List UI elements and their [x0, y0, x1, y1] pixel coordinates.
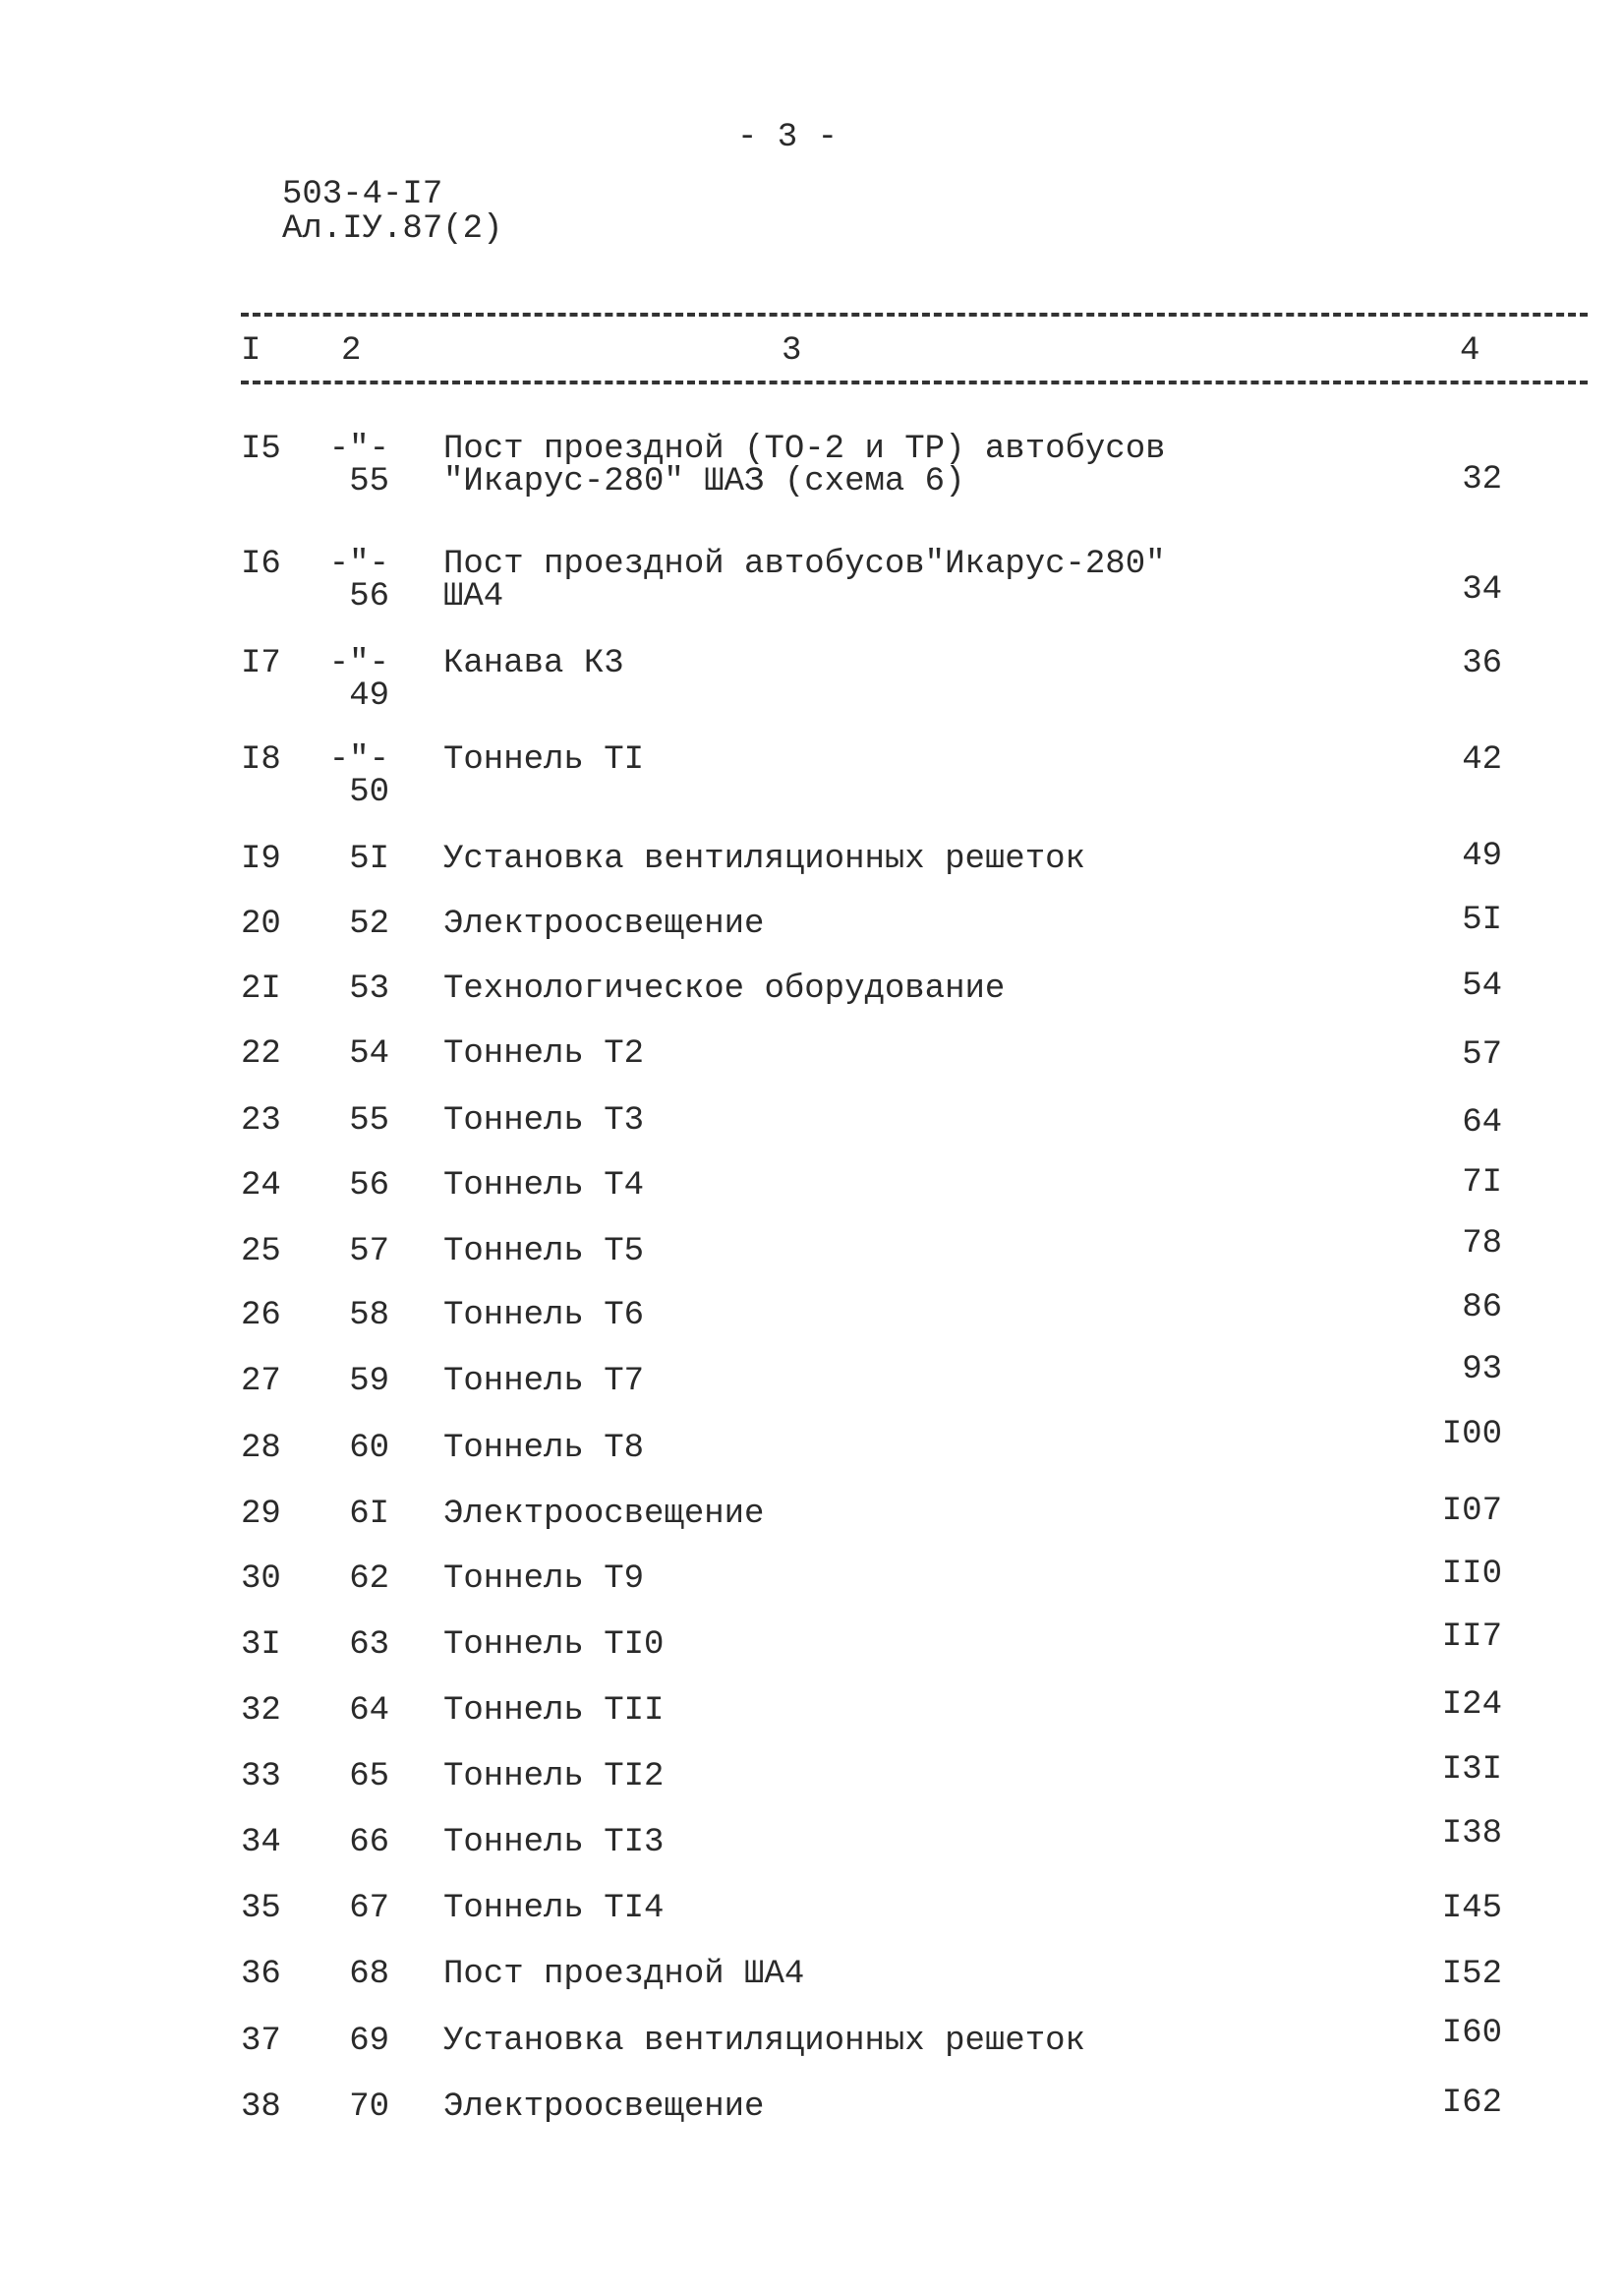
row-number: 37 [241, 2023, 281, 2060]
column-header-1: I [241, 332, 261, 370]
sheet-number: 67 [349, 1890, 389, 1927]
row-number: 3I [241, 1626, 281, 1664]
row-title: Канава К3 [443, 645, 624, 682]
sheet-number: 49 [349, 677, 389, 715]
page-reference: 86 [1462, 1289, 1502, 1326]
sheet-number: 59 [349, 1363, 389, 1400]
row-title: Тоннель ТII [443, 1692, 665, 1730]
sheet-number: 60 [349, 1430, 389, 1467]
row-title: Установка вентиляционных решеток [443, 2023, 1085, 2060]
page-reference: 5I [1462, 902, 1502, 939]
row-title: Пост проездной (ТО-2 и ТР) автобусов [443, 431, 1166, 468]
page-reference: I38 [1441, 1815, 1502, 1852]
row-title: Тоннель Т8 [443, 1430, 645, 1467]
sheet-number: 63 [349, 1626, 389, 1664]
table-header-divider [241, 381, 1588, 384]
page-reference: I62 [1441, 2085, 1502, 2122]
sheet-number: 56 [349, 578, 389, 616]
page-reference: I3I [1441, 1751, 1502, 1789]
row-title: ШA4 [443, 578, 504, 616]
row-title: Тоннель Т7 [443, 1363, 645, 1400]
column-header-2: 2 [341, 332, 362, 370]
row-number: 28 [241, 1430, 281, 1467]
row-title: Электроосвещение [443, 2088, 765, 2126]
sheet-number: 64 [349, 1692, 389, 1730]
row-title: Тоннель Т4 [443, 1167, 645, 1205]
sheet-number: -"- [328, 741, 389, 779]
page-reference: 32 [1462, 461, 1502, 499]
sheet-number: 50 [349, 774, 389, 811]
row-number: I5 [241, 431, 281, 468]
page-reference: II0 [1441, 1556, 1502, 1593]
sheet-number: 57 [349, 1233, 389, 1270]
page-reference: I24 [1441, 1686, 1502, 1724]
sheet-number: 52 [349, 906, 389, 943]
column-header-3: 3 [782, 332, 802, 370]
sheet-number: 56 [349, 1167, 389, 1205]
row-number: 23 [241, 1102, 281, 1140]
column-header-4: 4 [1460, 332, 1480, 370]
sheet-number: -"- [328, 645, 389, 682]
row-number: 2I [241, 970, 281, 1008]
table-top-divider [241, 313, 1588, 317]
row-number: I8 [241, 741, 281, 779]
page-reference: I52 [1441, 1956, 1502, 1993]
row-number: 33 [241, 1758, 281, 1795]
page-reference: 93 [1462, 1351, 1502, 1388]
row-number: 26 [241, 1297, 281, 1334]
row-number: 20 [241, 906, 281, 943]
row-title: Тоннель ТI [443, 741, 645, 779]
sheet-number: 68 [349, 1956, 389, 1993]
row-title: Тоннель Т5 [443, 1233, 645, 1270]
sheet-number: 58 [349, 1297, 389, 1334]
sheet-number: 6I [349, 1496, 389, 1533]
row-number: 38 [241, 2088, 281, 2126]
row-title: Тоннель ТI3 [443, 1824, 665, 1861]
page-reference: 54 [1462, 968, 1502, 1005]
page-reference: I00 [1441, 1416, 1502, 1453]
row-title: Тоннель Т9 [443, 1560, 645, 1598]
row-number: 35 [241, 1890, 281, 1927]
row-number: 25 [241, 1233, 281, 1270]
row-title: Пост проездной ШA4 [443, 1956, 805, 1993]
page-reference: 7I [1462, 1164, 1502, 1202]
page-reference: 64 [1462, 1104, 1502, 1142]
row-number: 32 [241, 1692, 281, 1730]
page-reference: I60 [1441, 2015, 1502, 2052]
row-number: 36 [241, 1956, 281, 1993]
page-number: - 3 - [737, 119, 839, 156]
sheet-number: 70 [349, 2088, 389, 2126]
page-reference: 36 [1462, 645, 1502, 682]
page-reference: I45 [1441, 1890, 1502, 1927]
row-number: 27 [241, 1363, 281, 1400]
row-title: Тоннель ТI4 [443, 1890, 665, 1927]
sheet-number: 54 [349, 1035, 389, 1073]
sheet-number: 66 [349, 1824, 389, 1861]
row-title: Электроосвещение [443, 1496, 765, 1533]
row-title: Технологическое оборудование [443, 970, 1006, 1008]
row-title: Пост проездной автобусов"Икарус-280" [443, 546, 1166, 583]
row-title: Тоннель ТI2 [443, 1758, 665, 1795]
row-title: Электроосвещение [443, 906, 765, 943]
page-reference: 34 [1462, 571, 1502, 609]
row-number: I7 [241, 645, 281, 682]
page-reference: I07 [1441, 1493, 1502, 1530]
sheet-number: 69 [349, 2023, 389, 2060]
page-reference: 57 [1462, 1036, 1502, 1074]
row-title: Тоннель Т6 [443, 1297, 645, 1334]
sheet-number: 5I [349, 841, 389, 878]
row-number: I9 [241, 841, 281, 878]
sheet-number: 55 [349, 463, 389, 500]
row-number: 34 [241, 1824, 281, 1861]
row-number: 30 [241, 1560, 281, 1598]
row-number: 22 [241, 1035, 281, 1073]
page-reference: 49 [1462, 838, 1502, 875]
page-reference: 78 [1462, 1225, 1502, 1263]
row-title: "Икарус-280" ШАЗ (схема 6) [443, 463, 965, 500]
sheet-number: 62 [349, 1560, 389, 1598]
row-number: 24 [241, 1167, 281, 1205]
page-reference: II7 [1441, 1618, 1502, 1656]
row-number: I6 [241, 546, 281, 583]
album-code: Ал.IУ.87(2) [282, 210, 503, 248]
sheet-number: 65 [349, 1758, 389, 1795]
sheet-number: 55 [349, 1102, 389, 1140]
page-reference: 42 [1462, 741, 1502, 779]
sheet-number: 53 [349, 970, 389, 1008]
row-title: Тоннель ТI0 [443, 1626, 665, 1664]
row-title: Тоннель Т2 [443, 1035, 645, 1073]
row-title: Тоннель Т3 [443, 1102, 645, 1140]
row-title: Установка вентиляционных решеток [443, 841, 1085, 878]
row-number: 29 [241, 1496, 281, 1533]
sheet-number: -"- [328, 431, 389, 468]
sheet-number: -"- [328, 546, 389, 583]
document-code: 503-4-I7 [282, 176, 443, 213]
